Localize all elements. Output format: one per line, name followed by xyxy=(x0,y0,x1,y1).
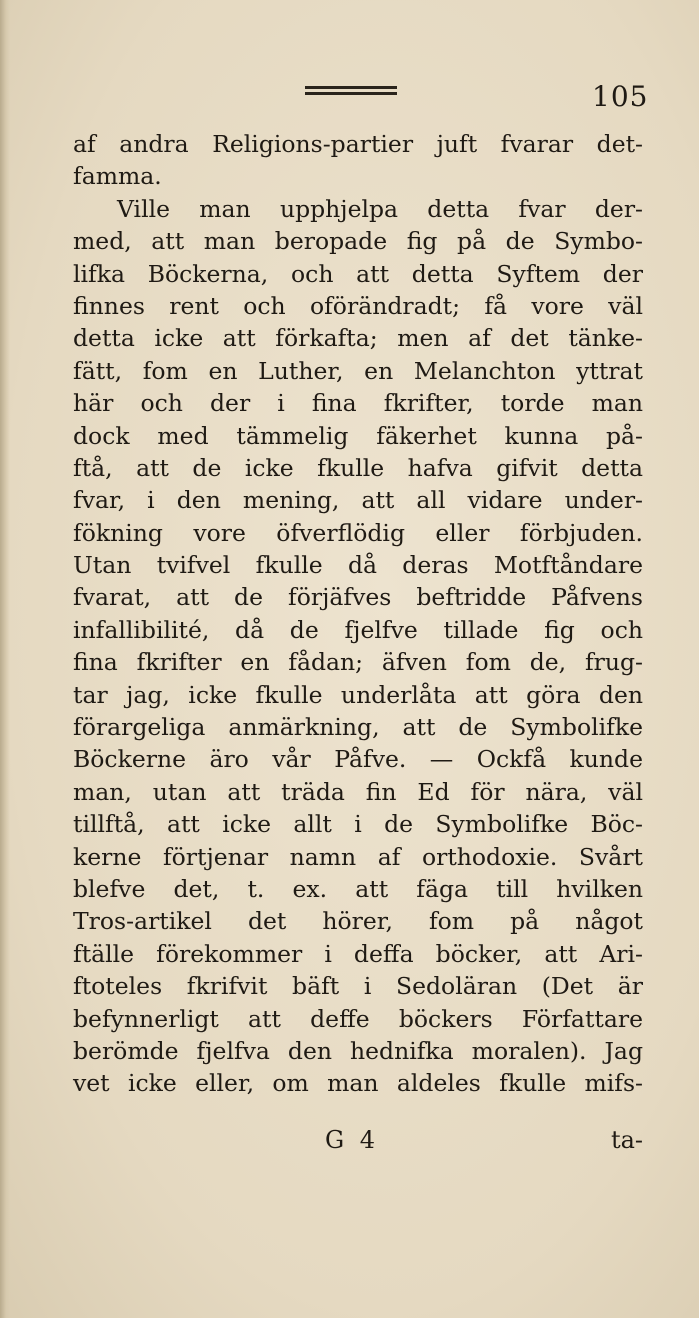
text-line: ftälle förekommer i deffa böcker, att Ari- xyxy=(73,939,643,968)
text-line: med, att man beropade fig på de Symbo- xyxy=(73,227,643,256)
text-line: berömde fjelfva den hednifka moralen). Jag xyxy=(73,1036,643,1065)
text-line: ftå, att de icke fkulle hafva gifvit detta xyxy=(73,453,643,482)
text-line: kerne förtjenar namn af orthodoxie. Svårt xyxy=(73,842,643,871)
catchword: ta- xyxy=(610,1126,643,1154)
text-line: man, utan att träda fin Ed för nära, väl xyxy=(73,777,643,806)
body-text xyxy=(73,128,643,1100)
text-line: infallibilité, då de fjelfve tillade fig och xyxy=(73,615,643,644)
text-line: befynnerligt att deffe böckers Författare xyxy=(73,1004,643,1033)
text-line: fina fkrifter en fådan; äfven fom de, frug- xyxy=(73,648,643,677)
text-line: famma. xyxy=(73,162,162,191)
signature-mark: G 4 xyxy=(325,1126,380,1154)
text-line: finnes rent och oförändradt; få vore väl xyxy=(73,291,643,320)
text-line: lifka Böckerna, och att detta Syftem der xyxy=(73,259,643,288)
text-line: tillftå, att icke allt i de Symbolifke Böc- xyxy=(73,810,643,839)
text-line: Utan tvifvel fkulle då deras Motftåndare xyxy=(73,551,643,580)
page-number: 105 xyxy=(592,80,649,113)
text-line: vet icke eller, om man aldeles fkulle mifs- xyxy=(73,1069,643,1098)
header-double-rule xyxy=(305,86,397,102)
text-line: Ville man upphjelpa detta fvar der- xyxy=(117,194,643,223)
text-line: Tros-artikel det hörer, fom på något xyxy=(73,907,643,936)
page-spine-shadow xyxy=(0,0,10,1318)
text-line: förargeliga anmärkning, att de Symbolifke xyxy=(73,713,643,742)
text-line: fvar, i den mening, att all vidare under- xyxy=(73,486,643,515)
text-line: Böckerne äro vår Påfve. — Ockfå kunde xyxy=(73,745,643,774)
text-line: fvarat, att de förjäfves beftridde Påfvens xyxy=(73,583,643,612)
page-footer xyxy=(73,1126,643,1160)
text-line: här och der i fina fkrifter, torde man xyxy=(73,389,643,418)
text-line: fökning vore öfverflödig eller förbjuden. xyxy=(73,518,643,547)
text-line: dock med tämmelig fäkerhet kunna på- xyxy=(73,421,643,450)
text-line: blefve det, t. ex. att fäga till hvilken xyxy=(73,874,643,903)
text-line: detta icke att förkafta; men af det tänke- xyxy=(73,324,643,353)
text-line: fätt, fom en Luther, en Melanchton yttrat xyxy=(73,356,643,385)
text-line: tar jag, icke fkulle underlåta att göra den xyxy=(73,680,643,709)
text-line: ftoteles fkrifvit bäft i Sedoläran (Det är xyxy=(73,972,643,1001)
text-line: af andra Religions-partier juft fvarar det- xyxy=(73,130,643,158)
